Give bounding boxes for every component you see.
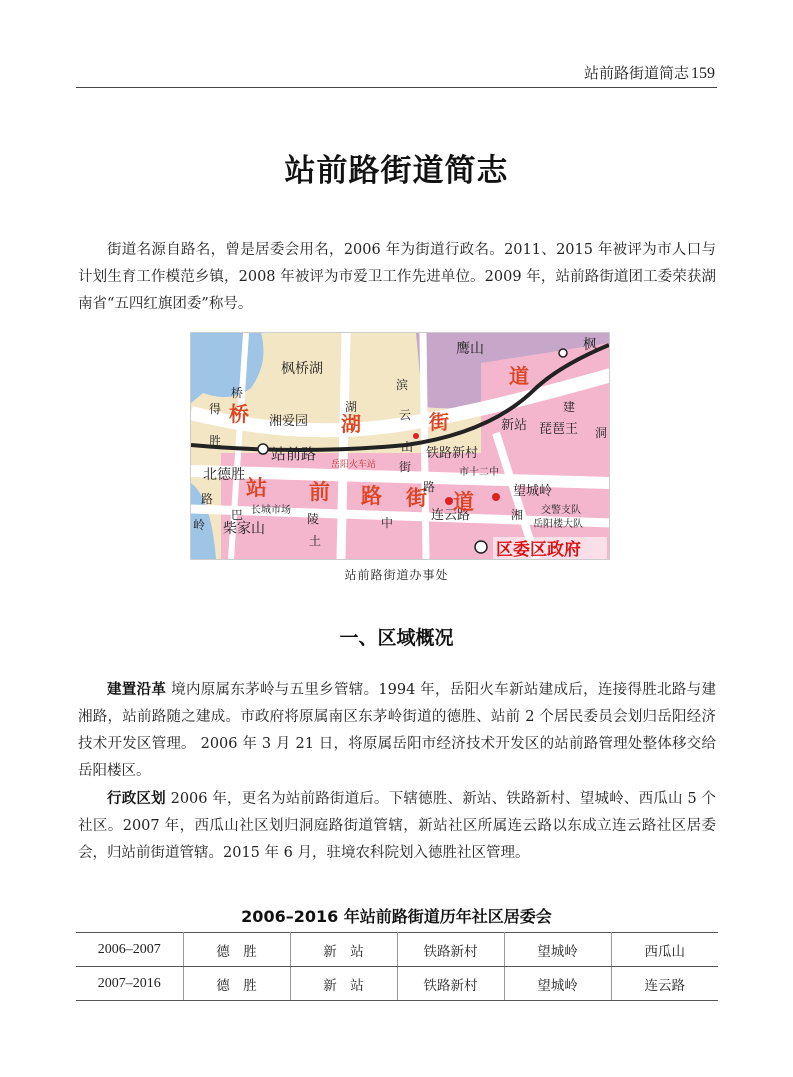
map-label: 北德胜 [203, 467, 245, 483]
table-cell: 望城岭 [504, 933, 611, 967]
table-cell: 新 站 [290, 967, 397, 1001]
table-cell: 铁路新村 [397, 933, 504, 967]
map-road-char: 云 [399, 408, 412, 422]
table-title: 2006–2016 年站前路街道历年社区居委会 [241, 907, 552, 926]
map-big-label: 道 [453, 490, 474, 514]
table-cell: 2007–2016 [76, 967, 183, 1001]
map-road-char: 建 [563, 400, 576, 414]
page-title: 站前路街道简志 [284, 153, 509, 189]
community-table [76, 932, 718, 1001]
map-label: 站前路 [271, 445, 317, 463]
paragraph-label: 行政区划 [107, 791, 166, 807]
map-marker [413, 433, 419, 439]
table-row [76, 967, 718, 1001]
map-label: 铁路新村 [426, 446, 479, 461]
running-header [584, 62, 715, 83]
map-road-char: 路 [201, 492, 214, 506]
table-cell: 新 站 [290, 933, 397, 967]
map-big-label: 桥 [229, 402, 249, 426]
table-cell: 2006–2007 [76, 933, 183, 967]
map-road-char: 湘 [511, 508, 524, 522]
table-cell: 望城岭 [504, 967, 611, 1001]
paragraph-jianzhi [78, 677, 716, 785]
map-road-char: 得 [209, 402, 222, 416]
map-label: 市十二中 [459, 467, 499, 478]
map-road-char: 湖 [345, 400, 358, 414]
map-marker [445, 497, 453, 505]
map-big-label: 道 [509, 364, 529, 388]
paragraph-xingzheng [78, 786, 716, 867]
figure-caption: 站前路街道办事处 [344, 568, 449, 582]
map-graphic [191, 333, 609, 559]
table-cell: 西瓜山 [611, 933, 718, 967]
map-road-char: 桥 [231, 386, 244, 400]
table-cell: 德 胜 [183, 933, 290, 967]
table-cell: 德 胜 [183, 967, 290, 1001]
map-road [341, 333, 346, 559]
map-label: 岳阳火车站 [331, 460, 377, 470]
location-map [190, 332, 610, 560]
map-marker [492, 493, 500, 501]
running-title: 站前路街道简志 [583, 64, 689, 82]
map-road-char: 山 [401, 440, 414, 454]
map-big-label: 前 [309, 480, 330, 504]
map-label: 交警支队 [541, 505, 581, 516]
map-label: 长城市场 [251, 505, 291, 516]
map-road-char: 中 [381, 516, 394, 530]
map-road-char: 岭 [193, 518, 206, 532]
map-big-label: 湖 [341, 412, 361, 436]
map-road-char: 胜 [209, 434, 222, 448]
table-cell: 连云路 [611, 967, 718, 1001]
page-number: 159 [691, 65, 715, 82]
map-label: 枫 [583, 337, 597, 353]
intro-paragraph: 街道名源自路名，曾是居委会用名，2006 年为街道行政名。2011、2015 年被评为市人口与计划生育工作模范乡镇，2008 年被评为市爱卫工作先进单位。2009 年，站前路街道团工委荣获湖南省“五四红旗团委”称号。 [78, 242, 716, 312]
map-big-label: 站 [246, 476, 267, 500]
map-label: 连云路 [431, 508, 471, 523]
map-big-label: 街 [429, 410, 449, 434]
map-label: 湘爱园 [269, 414, 309, 429]
map-road-char: 路 [423, 480, 436, 494]
map-label: 望城岭 [513, 484, 553, 499]
map-road-char: 滨 [396, 378, 409, 392]
map-big-label: 路 [361, 484, 382, 508]
table-row [76, 933, 718, 967]
map-big-label: 街 [406, 486, 427, 510]
header-rule [76, 87, 717, 88]
paragraph-label: 建置沿革 [107, 682, 167, 698]
map-marker [475, 541, 487, 553]
map-label: 鹰山 [456, 341, 484, 357]
map-road-char: 陵 [307, 512, 320, 526]
map-label: 新站 [501, 418, 528, 433]
map-road-char: 洞 [595, 426, 608, 440]
map-label: 枫桥湖 [281, 361, 323, 377]
map-road-char: 土 [309, 534, 322, 548]
map-marker [258, 444, 268, 454]
paragraph-text: 境内原属东茅岭与五里乡管辖。1994 年，岳阳火车新站建成后，连接得胜北路与建湘路，站前路随之建成。市政府将原属南区东茅岭街道的德胜、站前 2 个居民委员会划归岳阳经济技术开发区管理。 2006 年 3 月 21 日，将原属岳阳市经济技术开发区的站前路管理处整体移交给岳阳楼区。 [78, 682, 717, 779]
map-marker [559, 349, 567, 357]
map-label: 区委区政府 [496, 540, 581, 559]
map-road-char: 巴 [231, 508, 244, 522]
map-label: 琵琶王 [539, 422, 579, 437]
map-label: 柴家山 [223, 521, 265, 537]
section-heading: 一、区域概况 [339, 627, 454, 649]
paragraph-text: 2006 年，更名为站前路街道后。下辖德胜、新站、铁路新村、望城岭、西瓜山 5 个社区。2007 年，西瓜山社区划归洞庭路街道管辖，新站社区所属连云路以东成立连云路社区居委会，归站前街道管辖。2015 年 6 月，驻境农科院划入德胜社区管理。 [78, 791, 717, 861]
map-label: 岳阳楼大队 [533, 519, 583, 530]
table-cell: 铁路新村 [397, 967, 504, 1001]
map-road-char: 街 [399, 460, 412, 474]
